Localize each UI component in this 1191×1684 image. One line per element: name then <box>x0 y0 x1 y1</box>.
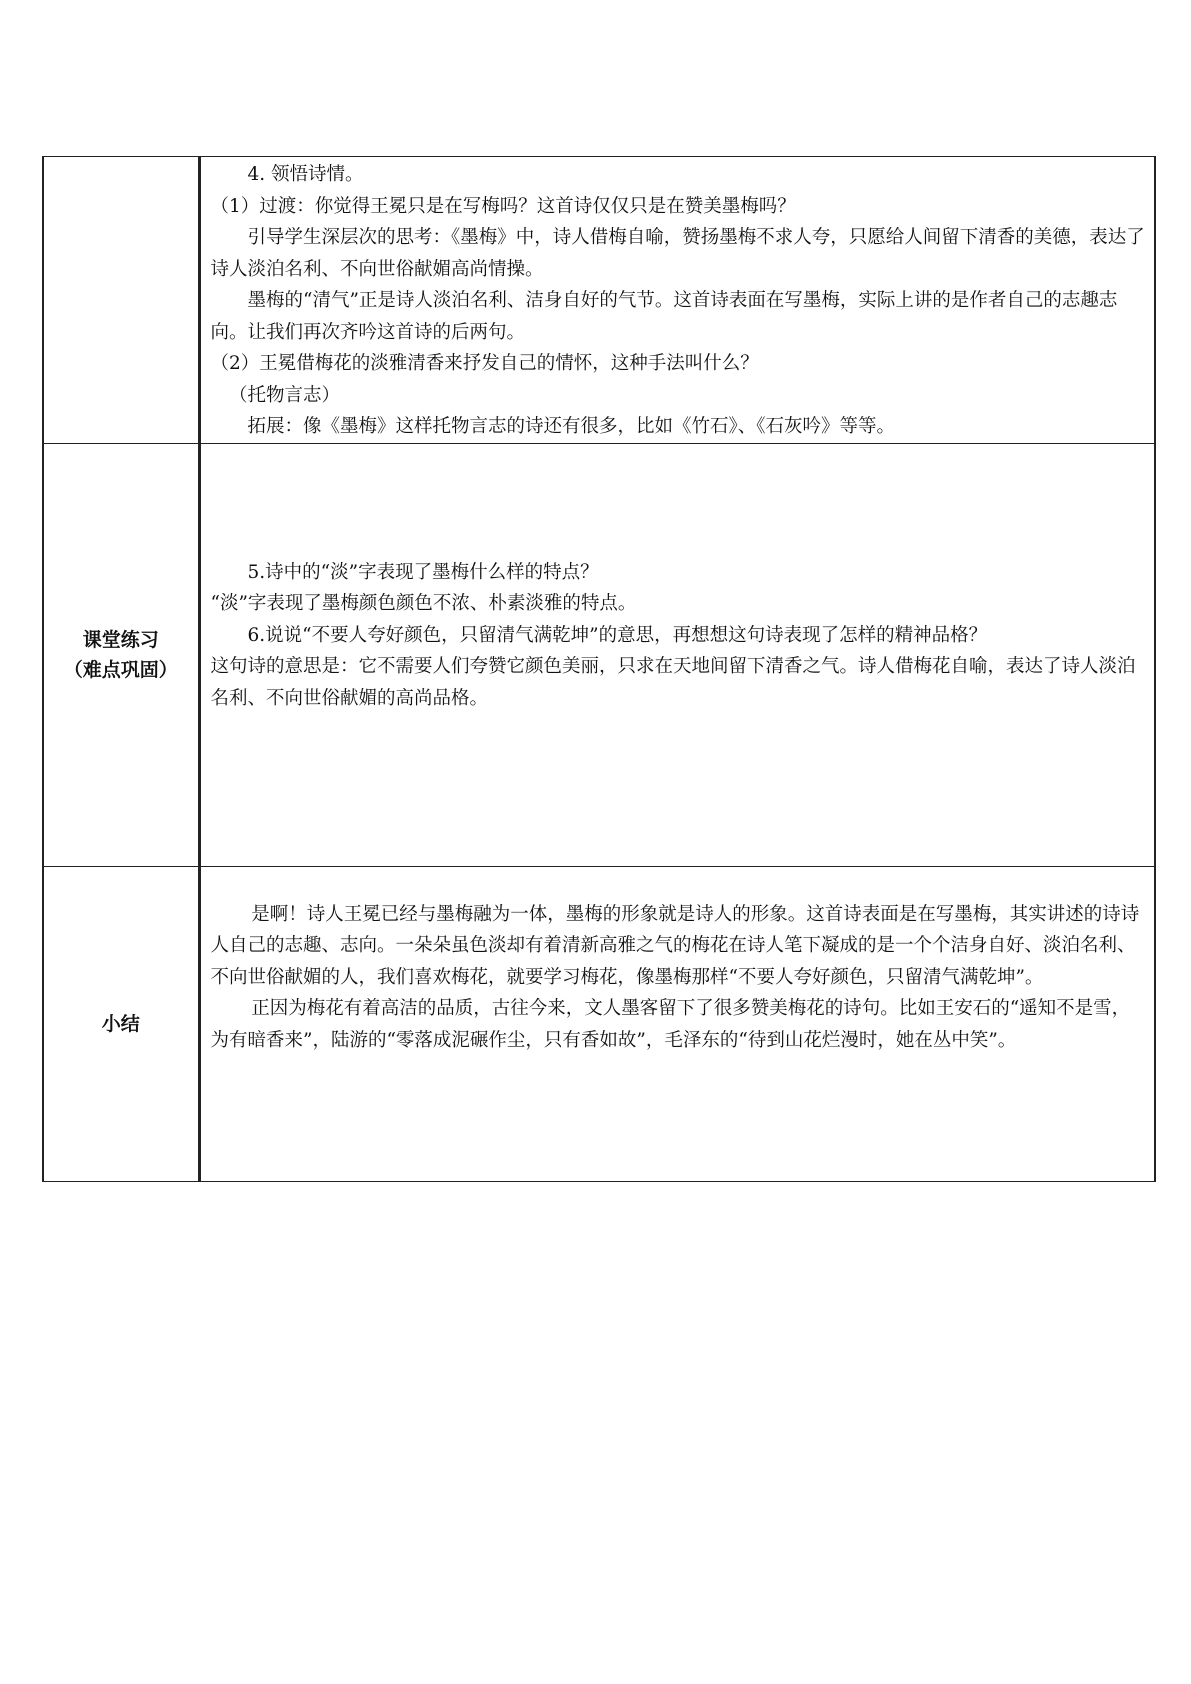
row-label-line2: （难点巩固） <box>63 658 178 681</box>
table-row <box>43 866 1155 1181</box>
paragraph: 这句诗的意思是：它不需要人们夸赞它颜色美丽，只求在天地间留下清香之气。诗人借梅花自喻，表达了诗人淡泊名利、不向世俗献媚的高尚品格。 <box>210 656 1136 709</box>
row-label-classroom-practice <box>43 443 199 866</box>
row-label-summary <box>43 866 199 1181</box>
row-content-classroom-practice <box>199 443 1155 866</box>
paragraph: （2）王冕借梅花的淡雅清香来抒发自己的情怀，这种手法叫什么？ <box>210 353 759 374</box>
paragraph: “淡”字表现了墨梅颜色颜色不浓、朴素淡雅的特点。 <box>210 593 637 614</box>
paragraph: 6.说说“不要人夸好颜色，只留清气满乾坤”的意思，再想想这句诗表现了怎样的精神品格？ <box>247 624 988 646</box>
table-row <box>43 157 1155 444</box>
paragraph: 引导学生深层次的思考：《墨梅》中，诗人借梅自喻，赞扬墨梅不求人夸，只愿给人间留下清香的美德，表达了诗人淡泊名利、不向世俗献媚高尚情操。 <box>210 227 1145 280</box>
paragraph: （托物言志） <box>229 384 341 406</box>
paragraph: 墨梅的“清气”正是诗人淡泊名利、洁身自好的气节。这首诗表面在写墨梅，实际上讲的是作者自己的志趣志向。让我们再次齐吟这首诗的后两句。 <box>210 290 1118 343</box>
lesson-plan-table <box>42 156 1156 1182</box>
paragraph: 正因为梅花有着高洁的品质，古往今来，文人墨客留下了很多赞美梅花的诗句。比如王安石的“遥知不是雪，为有暗香来”，陆游的“零落成泥碾作尘，只有香如故”，毛泽东的“待到山花烂漫时，她在丛中笑”。 <box>210 998 1131 1051</box>
paragraph: （1）过渡：你觉得王冕只是在写梅吗？这首诗仅仅只是在赞美墨梅吗？ <box>210 195 796 217</box>
row-label-line1: 小结 <box>101 1012 140 1035</box>
table-row <box>43 443 1155 866</box>
paragraph: 4. 领悟诗情。 <box>247 164 364 185</box>
paragraph: 是啊！诗人王冕已经与墨梅融为一体，墨梅的形象就是诗人的形象。这首诗表面是在写墨梅，其实讲述的诗诗人自己的志趣、志向。一朵朵虽色淡却有着清新高雅之气的梅花在诗人笔下凝成的是一个个洁身自好、淡泊名利、不向世俗献媚的人，我们喜欢梅花，就要学习梅花，像墨梅那样“不要人夸好颜色，只留清气满乾坤”。 <box>210 903 1140 988</box>
row-content-poem-appreciation <box>199 157 1155 444</box>
row-label-empty <box>43 157 199 444</box>
row-content-summary <box>199 866 1155 1181</box>
row-label-line1: 课堂练习 <box>82 628 159 651</box>
paragraph: 拓展：像《墨梅》这样托物言志的诗还有很多，比如《竹石》、《石灰吟》等等。 <box>247 416 896 437</box>
paragraph: 5.诗中的“淡”字表现了墨梅什么样的特点？ <box>247 561 599 583</box>
